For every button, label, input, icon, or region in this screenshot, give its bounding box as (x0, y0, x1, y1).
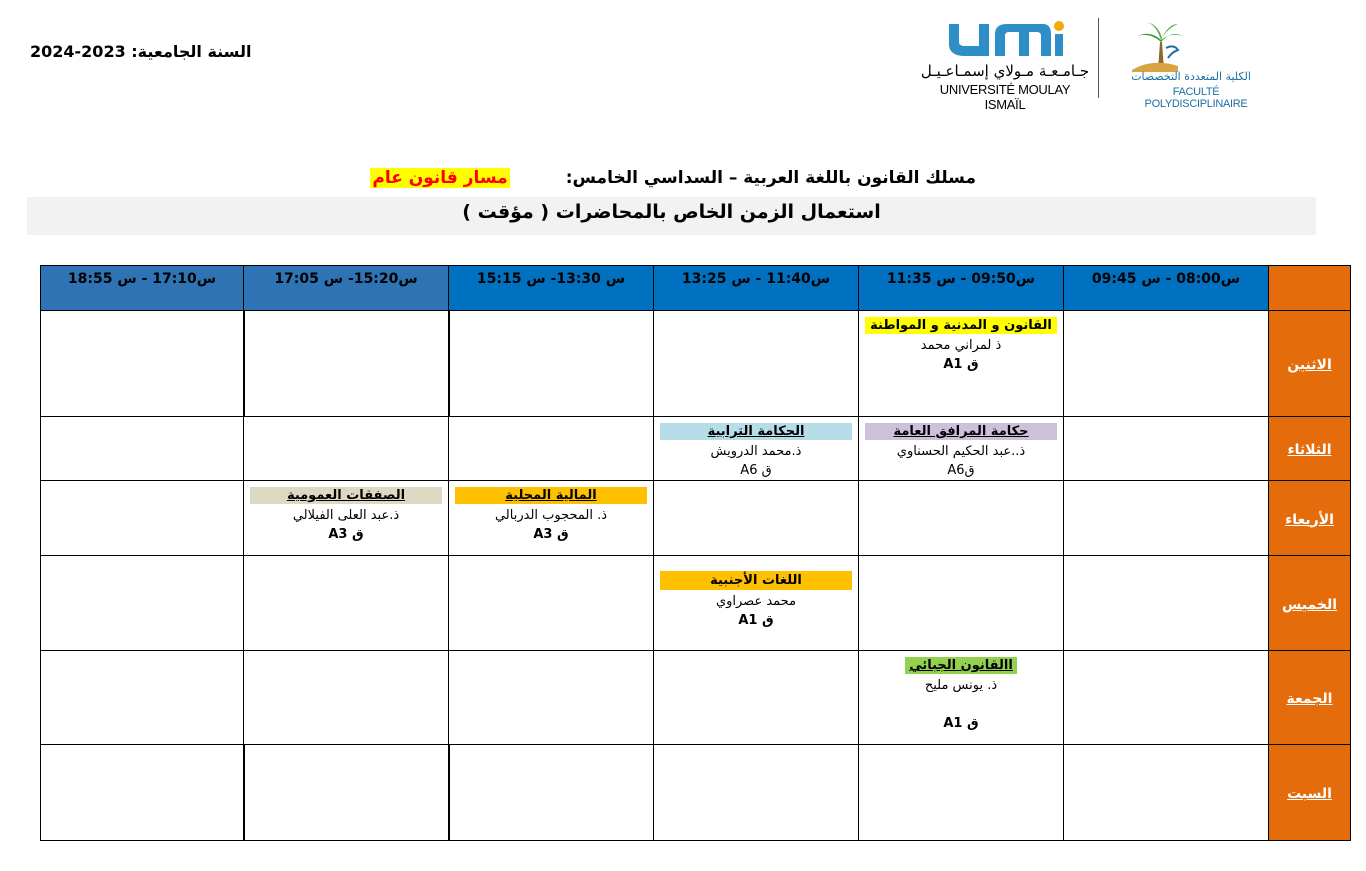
schedule-cell (244, 651, 449, 745)
course-room: ق A3 (328, 527, 364, 542)
time-slot-header: س 13:30- س 15:15 (449, 266, 654, 311)
day-row-thursday (41, 556, 1351, 651)
palm-tree-icon (1122, 18, 1186, 74)
schedule-cell (859, 651, 1064, 745)
schedule-cell (654, 651, 859, 745)
timetable (40, 265, 1351, 841)
schedule-cell (654, 556, 859, 651)
day-link[interactable]: الخميس (1281, 596, 1338, 613)
course-professor: ذ.عبد العلى الفيلالي (292, 508, 400, 523)
course-title: حكامة المرافق العامة (865, 423, 1057, 440)
day-label-cell[interactable] (1269, 311, 1351, 417)
university-logo (920, 16, 1090, 112)
course-room: ق A1 (943, 357, 979, 372)
course-room: قA6 (947, 463, 975, 478)
course-title: المالية المحلية (455, 487, 647, 504)
time-slot-header: س08:00 - س 09:45 (1064, 266, 1269, 311)
schedule-cell (859, 481, 1064, 556)
faculty-name-ar: الكلية المتعددة التخصصات (1131, 70, 1251, 83)
schedule-cell (654, 311, 859, 417)
day-label-cell[interactable] (1269, 651, 1351, 745)
schedule-cell (449, 481, 654, 556)
course-title: اللغات الأجنبية (660, 571, 852, 590)
schedule-cell (654, 417, 859, 481)
course-title: الصفقات العمومية (250, 487, 442, 504)
day-row-monday (41, 311, 1351, 417)
course-professor: ذ. يونس مليح (924, 678, 998, 693)
schedule-cell (1064, 745, 1269, 841)
day-row-tuesday (41, 417, 1351, 481)
day-label-cell[interactable] (1269, 745, 1351, 841)
course-room: ق A1 (738, 613, 774, 628)
schedule-cell (449, 651, 654, 745)
schedule-cell (1064, 556, 1269, 651)
program-title (370, 168, 976, 188)
umi-logo-mark-icon (945, 20, 1065, 60)
course-title: الحكامة الترابية (660, 423, 852, 440)
schedule-cell (859, 556, 1064, 651)
track-name: مسار قانون عام (372, 168, 508, 188)
schedule-cell (41, 651, 244, 745)
time-slot-header: س17:10 - س 18:55 (41, 266, 244, 311)
schedule-cell (449, 417, 654, 481)
schedule-cell (1064, 481, 1269, 556)
course-professor: محمد عصراوي (715, 594, 797, 609)
schedule-cell (41, 311, 244, 417)
faculty-logo (1110, 16, 1270, 110)
schedule-cell (41, 745, 244, 841)
schedule-cell (244, 745, 449, 841)
day-link[interactable]: الجمعة (1286, 691, 1333, 707)
timetable-header-row (41, 266, 1351, 311)
schedule-cell (1064, 417, 1269, 481)
schedule-cell (859, 311, 1064, 417)
schedule-cell (1064, 651, 1269, 745)
day-label-cell[interactable] (1269, 481, 1351, 556)
course-title: االقانون الجبائي (905, 657, 1017, 674)
schedule-cell (1064, 311, 1269, 417)
schedule-cell (244, 556, 449, 651)
schedule-cell (41, 556, 244, 651)
course-room: ق A6 (740, 463, 772, 478)
schedule-cell (859, 417, 1064, 481)
course-professor: ذ..عبد الحكيم الحسناوي (896, 444, 1026, 459)
time-slot-header: س11:40 - س 13:25 (654, 266, 859, 311)
faculty-name-fr: FACULTÉ POLYDISCIPLINAIRE (1144, 86, 1248, 110)
schedule-cell (449, 556, 654, 651)
day-link[interactable]: الأربعاء (1285, 511, 1334, 528)
day-row-saturday (41, 745, 1351, 841)
logo-divider (1098, 18, 1099, 98)
course-room: ق A3 (533, 527, 569, 542)
day-row-friday (41, 651, 1351, 745)
course-professor: ذ.محمد الدرويش (710, 444, 802, 459)
schedule-cell (244, 417, 449, 481)
schedule-cell (654, 745, 859, 841)
day-label-cell[interactable] (1269, 417, 1351, 481)
day-link[interactable]: الثلاثاء (1287, 442, 1332, 458)
day-row-wednesday (41, 481, 1351, 556)
university-name-fr: UNIVERSITÉ MOULAY ISMAÏL (939, 82, 1071, 112)
corner-cell (1269, 266, 1351, 311)
course-professor: ذ. المحجوب الدربالي (494, 508, 608, 523)
university-name-ar: جـامـعـة مـولاي إسمـاعـيـل (920, 62, 1090, 80)
schedule-cell (859, 745, 1064, 841)
schedule-cell (449, 745, 654, 841)
schedule-cell (41, 481, 244, 556)
schedule-subtitle: استعمال الزمن الخاص بالمحاضرات ( مؤقت ) (462, 201, 881, 223)
schedule-cell (41, 417, 244, 481)
day-link[interactable]: الاثنين (1287, 357, 1332, 373)
academic-year: السنة الجامعية: 2023-2024 (30, 42, 252, 61)
time-slot-header: س09:50 - س 11:35 (859, 266, 1064, 311)
program-name: مسلك القانون باللغة العربية – السداسي الخامس: (565, 168, 976, 188)
course-room: ق A1 (943, 716, 979, 731)
schedule-cell (449, 311, 654, 417)
time-slot-header: س15:20- س 17:05 (244, 266, 449, 311)
schedule-cell (654, 481, 859, 556)
day-label-cell[interactable] (1269, 556, 1351, 651)
course-title: القانون و المدنية و المواطنة (865, 317, 1057, 334)
course-professor: ذ لمراني محمد (920, 338, 1002, 353)
day-link[interactable]: السبت (1287, 786, 1332, 802)
schedule-cell (244, 481, 449, 556)
schedule-cell (244, 311, 449, 417)
